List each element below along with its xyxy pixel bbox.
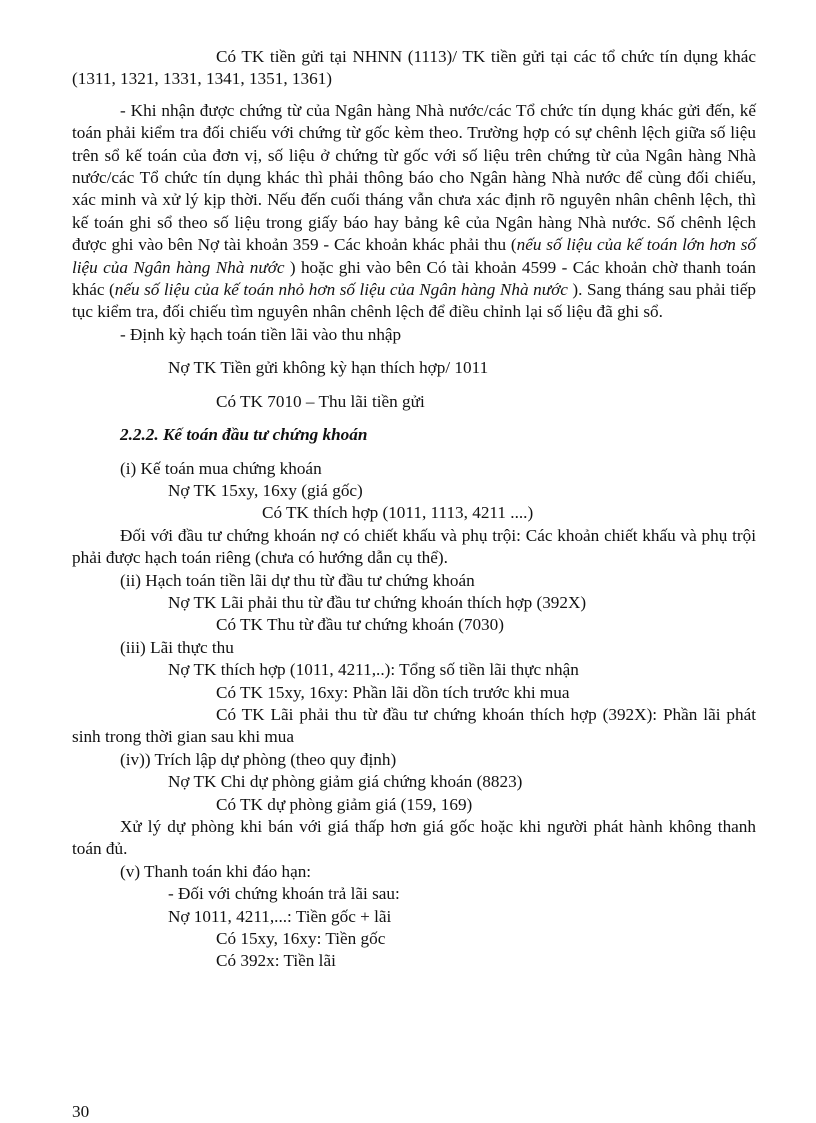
- entry-credit-7010: Có TK 7010 – Thu lãi tiền gửi: [216, 391, 425, 411]
- item-v-debit: Nợ 1011, 4211,...: Tiền gốc + lãi: [168, 906, 392, 926]
- item-v-credit-principal: Có 15xy, 16xy: Tiền gốc: [216, 929, 386, 949]
- item-i-note: Đối với đầu tư chứng khoán nợ có chiết khấu và phụ trội: Các khoản chiết khấu và phụ trội phải được hạch toán riêng (chưa có hướng dẫn cụ thể).: [72, 525, 756, 568]
- item-iv-debit: Nợ TK Chi dự phòng giảm giá chứng khoán (8823): [168, 772, 523, 792]
- item-iv-note: Xử lý dự phòng khi bán với giá thấp hơn giá gốc hoặc khi người phát hành không thanh toán đủ.: [72, 817, 756, 859]
- item-v-title: (v) Thanh toán khi đáo hạn:: [120, 861, 312, 881]
- item-iv-credit: Có TK dự phòng giảm giá (159, 169): [216, 794, 473, 814]
- paragraph-interest-periodic: - Định kỳ hạch toán tiền lãi vào thu nhập: [120, 324, 402, 344]
- page-number: 30: [72, 1102, 90, 1121]
- item-ii-title: (ii) Hạch toán tiền lãi dự thu từ đầu tư chứng khoán: [120, 570, 475, 590]
- section-heading: 2.2.2. Kế toán đầu tư chứng khoán: [120, 425, 368, 445]
- reconciliation-text-c: ) hoặc ghi vào bên Có tài khoản 4599 - Các khoản chờ thanh toán khác (: [72, 257, 756, 300]
- item-v-credit-interest: Có 392x: Tiền lãi: [216, 951, 336, 971]
- item-iv-title: (iv)) Trích lập dự phòng (theo quy định): [120, 749, 397, 769]
- item-iii-title: (iii) Lãi thực thu: [120, 637, 234, 657]
- paragraph-reconciliation: [72, 100, 756, 324]
- paragraph-credit-deposit: Có TK tiền gửi tại NHNN (1113)/ TK tiền gửi tại các tổ chức tín dụng khác (1311, 1321, 1331, 1341, 1351, 1361): [72, 47, 756, 89]
- item-iii-credit-2: Có TK Lãi phải thu từ đầu tư chứng khoán thích hợp (392X): Phần lãi phát sinh trong thời gian sau khi mua: [72, 704, 756, 747]
- reconciliation-text-e: ). Sang tháng sau phải tiếp tục kiểm tra, đối chiếu tìm nguyên nhân chênh lệch để điều chỉnh lại số liệu đã ghi sổ.: [72, 280, 757, 322]
- item-ii-debit: Nợ TK Lãi phải thu từ đầu tư chứng khoán thích hợp (392X): [168, 592, 587, 612]
- item-iii-debit: Nợ TK thích hợp (1011, 4211,..): Tổng số tiền lãi thực nhận: [168, 660, 579, 680]
- entry-debit-deposit: Nợ TK Tiền gửi không kỳ hạn thích hợp/ 1011: [168, 358, 489, 378]
- document-page: [72, 46, 756, 973]
- item-i-title: (i) Kế toán mua chứng khoán: [120, 458, 322, 478]
- reconciliation-note-greater: nếu số liệu của kế toán lớn hơn số liệu của Ngân hàng Nhà nước: [72, 235, 757, 277]
- item-v-subtitle: - Đối với chứng khoán trả lãi sau:: [168, 884, 400, 904]
- item-ii-credit: Có TK Thu từ đầu tư chứng khoán (7030): [216, 615, 504, 635]
- item-iii-credit-1: Có TK 15xy, 16xy: Phần lãi dồn tích trước khi mua: [216, 682, 570, 702]
- item-i-credit: Có TK thích hợp (1011, 1113, 4211 ....): [262, 503, 534, 523]
- item-i-debit: Nợ TK 15xy, 16xy (giá gốc): [168, 480, 363, 500]
- reconciliation-note-smaller: nếu số liệu của kế toán nhỏ hơn số liệu của Ngân hàng Nhà nước: [114, 280, 568, 300]
- reconciliation-text-a: - Khi nhận được chứng từ của Ngân hàng Nhà nước/các Tổ chức tín dụng khác gửi đến, kế toán phải kiểm tra đối chiếu với chứng từ gốc kèm theo. Trường hợp có sự chênh lệch giữa số liệu trên sổ kế toán của đơn vị, số liệu ở chứng từ gốc với số liệu trên chứng từ của Ngân hàng Nhà nước/các Tổ chức tín dụng khác thì phải thông báo cho Ngân hàng Nhà nước để cùng đối chiếu, xác minh và xử lý kịp thời. Nếu đến cuối tháng vẫn chưa xác định rõ nguyên nhân chênh lệch, thì kế toán ghi sổ theo số liệu trong giấy báo hay bảng kê của Ngân hàng Nhà nước. Số chênh lệch được ghi vào bên Nợ tài khoản 359 - Các khoản khác phải thu (: [72, 100, 756, 255]
